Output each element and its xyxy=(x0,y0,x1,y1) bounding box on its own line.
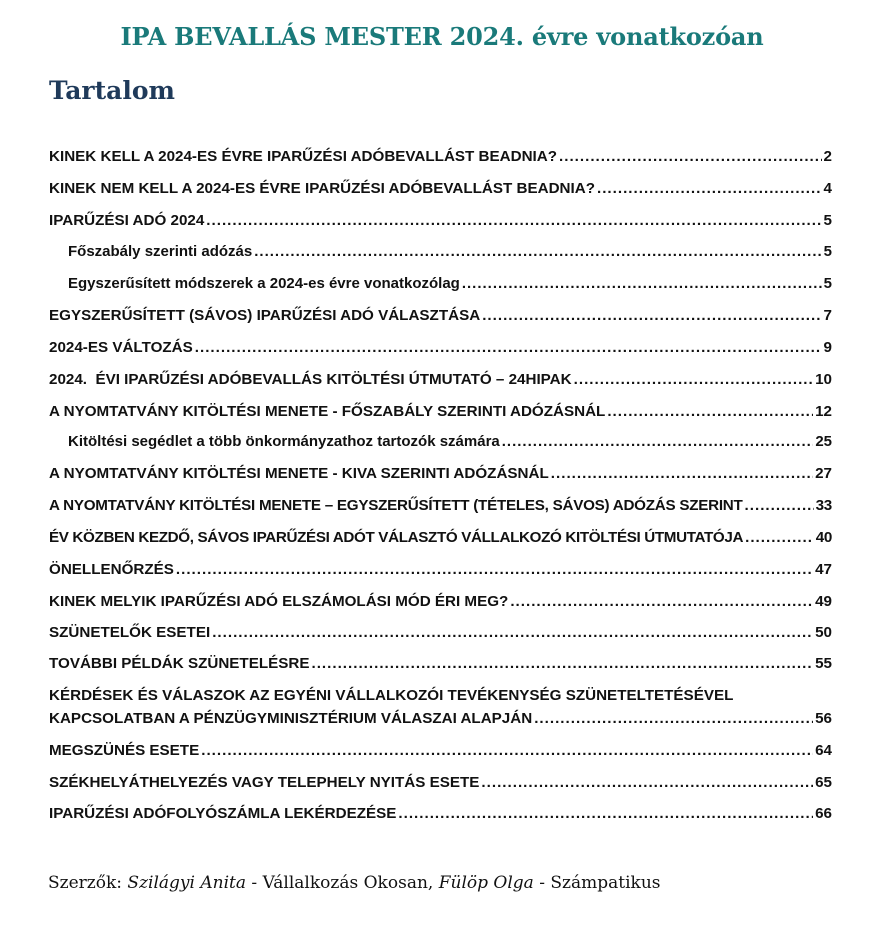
author-name: Szilágyi Anita xyxy=(127,873,246,893)
toc-leader xyxy=(462,274,822,294)
toc-leader xyxy=(481,773,813,793)
toc-entry-label: A NYOMTATVÁNY KITÖLTÉSI MENETE – EGYSZERŰSÍTETT (TÉTELES, SÁVOS) ADÓZÁS SZERINT xyxy=(49,497,743,514)
toc-leader xyxy=(510,592,813,612)
toc-leader xyxy=(502,432,814,452)
credits-prefix: Szerzők: xyxy=(48,873,128,893)
toc-entry-label: EGYSZERŰSÍTETT (SÁVOS) IPARŰZÉSI ADÓ VÁLASZTÁSA xyxy=(49,307,481,324)
toc-entry-label-line1: KÉRDÉSEK ÉS VÁLASZOK AZ EGYÉNI VÁLLALKOZÓI TEVÉKENYSÉG SZÜNETELTETÉSÉVEL xyxy=(49,687,734,704)
toc-entry[interactable] xyxy=(49,338,832,358)
toc-entry[interactable] xyxy=(49,592,832,612)
credits-separator: - xyxy=(246,873,263,893)
toc-page-number: 25 xyxy=(815,433,832,450)
toc-entry[interactable] xyxy=(49,179,832,199)
toc-entry-label: ÉV KÖZBEN KEZDŐ, SÁVOS IPARŰZÉSI ADÓT VÁLASZTÓ VÁLLALKOZÓ KITÖLTÉSI ÚTMUTATÓJA xyxy=(49,529,744,546)
toc-page-number: 47 xyxy=(815,561,832,578)
toc-leader xyxy=(212,623,813,643)
toc-leader xyxy=(311,654,813,674)
toc-leader xyxy=(206,211,821,231)
toc-page-number: 27 xyxy=(815,465,832,482)
toc-entry-label: SZÉKHELYÁTHELYEZÉS VAGY TELEPHELY NYITÁS ESETE xyxy=(49,774,480,791)
toc-leader xyxy=(482,306,821,326)
toc-entry[interactable] xyxy=(49,686,832,729)
toc-entry[interactable] xyxy=(49,464,832,484)
toc-entry-label: TOVÁBBI PÉLDÁK SZÜNETELÉSRE xyxy=(49,655,310,672)
toc-subentry[interactable] xyxy=(68,242,832,262)
toc-subentry[interactable] xyxy=(68,274,832,294)
toc-page-number: 2 xyxy=(823,148,832,165)
toc-entry-label: MEGSZÜNÉS ESETE xyxy=(49,742,200,759)
toc-page-number: 5 xyxy=(823,212,832,229)
toc-entry-label: A NYOMTATVÁNY KITÖLTÉSI MENETE - FŐSZABÁLY SZERINTI ADÓZÁSNÁL xyxy=(49,403,606,420)
toc-leader xyxy=(534,709,813,729)
toc-entry-label: Főszabály szerinti adózás xyxy=(68,243,253,260)
toc-leader xyxy=(745,528,814,548)
toc-leader xyxy=(597,179,822,199)
toc-entry[interactable] xyxy=(49,496,832,516)
toc-entry[interactable] xyxy=(49,804,832,824)
toc-page-number: 7 xyxy=(823,307,832,324)
toc-entry[interactable] xyxy=(49,402,832,422)
toc-entry-label: 2024. ÉVI IPARŰZÉSI ADÓBEVALLÁS KITÖLTÉSI ÚTMUTATÓ – 24HIPAK xyxy=(49,371,572,388)
toc-page-number: 40 xyxy=(815,529,832,546)
toc-page-number: 4 xyxy=(823,180,832,197)
toc-entry[interactable] xyxy=(49,654,832,674)
toc-entry-label: Kitöltési segédlet a több önkormányzathoz tartozók számára xyxy=(68,433,500,450)
toc-subentry[interactable] xyxy=(68,432,832,452)
toc-page-number: 10 xyxy=(815,371,832,388)
toc-page-number: 5 xyxy=(823,243,832,260)
toc-entry[interactable] xyxy=(49,306,832,326)
toc-page-number: 12 xyxy=(815,403,832,420)
toc-leader xyxy=(574,370,813,390)
toc-leader xyxy=(176,560,813,580)
toc-leader xyxy=(254,242,821,262)
toc-page-number: 9 xyxy=(823,339,832,356)
toc-leader xyxy=(607,402,813,422)
toc-entry[interactable] xyxy=(49,623,832,643)
toc-leader xyxy=(201,741,813,761)
toc-page-number: 5 xyxy=(823,275,832,292)
toc-entry[interactable] xyxy=(49,147,832,167)
toc-page-number: 33 xyxy=(815,497,832,514)
toc-page-number: 49 xyxy=(815,593,832,610)
toc-leader xyxy=(745,496,814,516)
toc-entry-label: KINEK NEM KELL A 2024-ES ÉVRE IPARŰZÉSI ADÓBEVALLÁST BEADNIA? xyxy=(49,180,595,197)
toc-page-number: 55 xyxy=(815,655,832,672)
toc-entry-label: ÖNELLENŐRZÉS xyxy=(49,561,174,578)
credits-separator: - xyxy=(533,873,551,893)
toc-entry-label: 2024-ES VÁLTOZÁS xyxy=(49,339,193,356)
toc-entry[interactable] xyxy=(49,370,832,390)
toc-leader xyxy=(195,338,822,358)
organization-name: Számpatikus xyxy=(550,873,661,893)
toc-page-number: 56 xyxy=(815,710,832,727)
toc-page-number: 64 xyxy=(815,742,832,759)
toc-entry-label: IPARŰZÉSI ADÓFOLYÓSZÁMLA LEKÉRDEZÉSE xyxy=(49,805,397,822)
toc-entry-label: Egyszerűsített módszerek a 2024-es évre vonatkozólag xyxy=(68,275,460,292)
toc-entry-label-line2: KAPCSOLATBAN A PÉNZÜGYMINISZTÉRIUM VÁLASZAI ALAPJÁN xyxy=(49,710,533,727)
toc-leader xyxy=(559,147,822,167)
toc-entry[interactable] xyxy=(49,528,832,548)
toc-heading: Tartalom xyxy=(49,76,175,105)
author-name: Fülöp Olga xyxy=(438,873,534,893)
toc-entry[interactable] xyxy=(49,560,832,580)
document-title: IPA BEVALLÁS MESTER 2024. évre vonatkozóan xyxy=(120,22,764,51)
toc-entry-label: SZÜNETELŐK ESETEI xyxy=(49,624,211,641)
toc-entry-label: KINEK KELL A 2024-ES ÉVRE IPARŰZÉSI ADÓBEVALLÁST BEADNIA? xyxy=(49,148,557,165)
authors-credit xyxy=(48,873,661,893)
toc-entry-label: KINEK MELYIK IPARŰZÉSI ADÓ ELSZÁMOLÁSI MÓD ÉRI MEG? xyxy=(49,593,509,610)
toc-leader xyxy=(551,464,813,484)
toc-leader xyxy=(398,804,813,824)
toc-entry[interactable] xyxy=(49,741,832,761)
toc-page-number: 50 xyxy=(815,624,832,641)
toc-entry-label: A NYOMTATVÁNY KITÖLTÉSI MENETE - KIVA SZERINTI ADÓZÁSNÁL xyxy=(49,465,549,482)
toc-entry[interactable] xyxy=(49,773,832,793)
toc-page-number: 66 xyxy=(815,805,832,822)
toc-entry-label: IPARŰZÉSI ADÓ 2024 xyxy=(49,212,205,229)
toc-page-number: 65 xyxy=(815,774,832,791)
toc-entry[interactable] xyxy=(49,211,832,231)
organization-name: Vállalkozás Okosan, xyxy=(262,873,439,893)
